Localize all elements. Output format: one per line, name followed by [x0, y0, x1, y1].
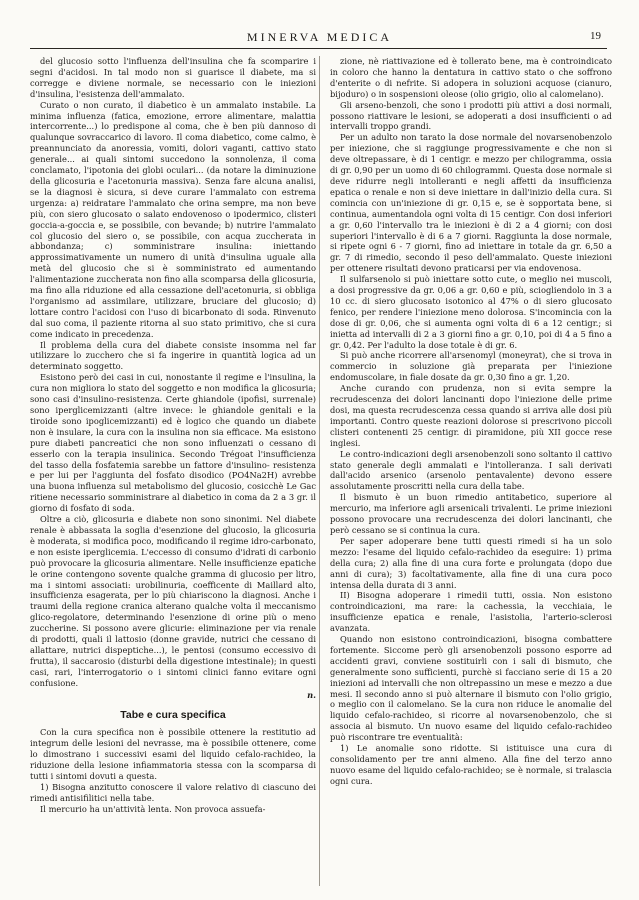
paragraph: Esistono però dei casi in cui, nonostante il regime e l'insulina, la cura non migliora lo stato del soggetto e non modifica la glicosuria; sono casi d'insulino-resistenza. Certe ghiandole (ipofisi, surrenale) sono iperglicemizzanti (altre invece: le ghiandole genitali e la tiroide sono ipoglicemizzanti) ed è logico che quando un diabete non è insulare, la cura con la insulina non sia efficace. Ma esistono pure diabeti pancreatici che non sono influenzati o cessano di esserlo con la terapia insulinica. Secondo Trégoat l'insufficienza del tasso della fosfatemia sarebbe un fattore d'insulino- resistenza e per lui per l'aggiunta del fosfato disodico (PO4Na2H) avrebbe una buona influenza sul metabolismo del glucosio, cosicchè Le Gac ritiene necessario somministrare al diabetico in coma da 2 a 3 gr. il giorno di fosfato di soda.: [30, 372, 316, 514]
paragraph: Il mercurio ha un'attività lenta. Non provoca assuefa-: [40, 803, 266, 814]
paragraph: zione, nè riattivazione ed è tollerato bene, ma è controindicato in coloro che hanno la dentatura in cattivo stato o che soffrono d'enterite o di nefrite. Si adopera in soluzioni acquose (cianuro, bijoduro) o in sospensioni oleose (olio grigio, olio al calomelano).: [330, 56, 612, 99]
paragraph: Per saper adoperare bene tutti questi rimedi si ha un solo mezzo: l'esame del liquido cefalo-rachideo da eseguire: 1) prima della cura; 2) alla fine di una cura forte e prolungata (dopo due anni di cura); 3) facoltativamente, alla fine di una cura poco intensa della durata di 3 anni.: [330, 535, 612, 590]
paragraph: 1) Bisogna anzitutto conoscere il valore relativo di ciascuno dei rimedi antisifilitici nella tabe.: [30, 781, 316, 803]
paragraph: Per un adulto non tarato la dose normale del novarsenobenzolo per iniezione, che si raggiunge progressivamente e che non si deve oltrepassare, è di 1 centigr. e mezzo per chilogramma, ossia di gr. 0,90 per un uomo di 60 chilogrammi. Questa dose normale si deve ridurre negli intolleranti e negli affetti da insufficienza epatica o renale e non si deve iniettare in dall'inizio della cura. Si comincia con un'iniezione di gr. 0,15 e, se è sopportata bene, si continua, aumentandola ogni volta di 15 centigr. Con dosi inferiori a gr. 0,60 l'intervallo tra le iniezioni è di 2 a 4 giorni; con dosi superiori l'intervallo è di 6 a 7 giorni. Raggiunta la dose normale, si ripete ogni 6 - 7 giorni, fino ad iniettare in totale da gr. 6,50 a gr. 7 di rimedio, secondo il peso dell'ammalato. Queste iniezioni per ottenere risultati devono praticarsi per via endovenosa.: [330, 132, 612, 274]
paragraph: Si può anche ricorrere all'arsenomyl (moneyrat), che si trova in commercio in soluzione già preparata per l'iniezione endomuscolare, in fiale dosate da gr. 0,30 fino a gr. 1,20.: [330, 350, 612, 383]
author-signature: n.: [307, 689, 316, 700]
paragraph: Quando non esistono controindicazioni, bisogna combattere fortemente. Siccome però gli arsenobenzoli possono esporre ad accidenti gravi, conviene sostituirli con i sali di bismuto, che generalmente sono sufficienti, purchè si facciano serie di 15 a 20 iniezioni ad intervalli che non oltrepassino un mese e mezzo a due mesi. Il secondo anno si può alternare il bismuto con l'olio grigio, o meglio con il calomelano. Se la cura non riduce le anomalie del liquido cefalo-rachideo, si ricorre al novarsenobenzolo, che si associa al bismuto. Un nuovo esame del liquido cefalo-rachideo può riscontrare tre eventualità:: [330, 634, 612, 743]
right-column: [330, 56, 612, 787]
paragraph: Curato o non curato, il diabetico è un ammalato instabile. La minima influenza (fatica, emozione, errore alimentare, malattia intercorrente...) lo predispone al coma, che è ben più dannoso di qualunque sovraccarico di lavoro. Il coma diabetico, come calmo, è preannunciato da anoressia, vomiti, dolori vaganti, cattivo stato generale... ai quali sintomi succedono la sonnolenza, il coma conclamato, l'ipotonia dei globi oculari... (da notare la diminuzione della glicosuria e l'acetonuria massiva). Senza fare alcuna analisi, se la diagnosi è sicura, si deve curare l'ammalato con estrema urgenza: a) reidratare l'ammalato che orina sempre, ma non beve più, con siero glucosato o salato endovenoso o ipodermico, clisteri goccia-a-goccia e, se possibile, con bevande; b) nutrire l'ammalato col glucosio del siero o, se possibile, con acqua zuccherata in abbondanza; c) somministrare insulina: iniettando approssimativamente un numero di unità d'insulina uguale alla metà del glucosio che si è somministrato ed aumentando l'alimentazione zuccherata non fino alla scomparsa della glicosuria, ma fino alla riduzione ed alla cessazione dell'acetonuria, si obbliga l'organismo ad assimilare, utilizzare, bruciare del glucosio; d) lottare contro l'acidosi con l'uso di bicarbonato di soda. Rinvenuto dal suo coma, il paziente ritorna al suo stato primitivo, che si cura come indicato in precedenza.: [30, 99, 316, 339]
paragraph: Le contro-indicazioni degli arsenobenzoli sono soltanto il cattivo stato generale degli ammalati e l'intolleranza. I sali derivati dall'acido arsenico (arsenolo pentavalente) devono essere assolutamente proscritti nella cura della tabe.: [330, 448, 612, 492]
paragraph: 1) Le anomalie sono ridotte. Si istituisce una cura di consolidamento per tre anni almeno. Alla fine del terzo anno nuovo esame del liquido cefalo-rachideo; se è normale, si tralascia ogni cura.: [330, 743, 612, 786]
paragraph: Con la cura specifica non è possibile ottenere la restitutio ad integrum delle lesioni del nevrasse, ma è possibile ottenere, come lo dimostrano i successivi esami del liquido cefalo-rachideo, la riduzione della lesione infiammatoria stessa con la scomparsa di tutti i sintomi dovuti a questa.: [30, 727, 316, 781]
paragraph: Oltre a ciò, glicosuria e diabete non sono sinonimi. Nel diabete renale è abbassata la soglia d'esenzione del glucosio, la glicosuria è moderata, si modifica poco, modificando il regime idro-carbonato, e non esiste iperglicemia. L'eccesso di consumo d'idrati di carbonio può provocare la glicosuria alimentare. Nelle insufficienze epatiche le orine contengono sovente qualche gramma di glucosio per litro, ma i sintomi associati: urobilinuria, coefficente di Maillard alto, insufficienza esagerata, per lo più chiariscono la diagnosi. Anche i traumi della regione cranica alterano qualche volta il meccanismo glico-regolatore, determinando l'esenzione di orine più o meno zuccherine. Si possono avere glicurie: eliminazione per via renale di prodotti, quali il lattosio (donne gravide, nutrici che cessano di allattare, nutrici dispeptiche...), le pentosi (consumo eccessivo di frutta), il saccarosio (disturbi della digestione intestinale); in questi casi, rari, l'interrogatorio o i sintomi clinici fanno evitare ogni confusione.: [30, 514, 316, 688]
section-heading: Tabe e cura specifica: [120, 709, 226, 722]
page-number: 19: [590, 30, 601, 42]
paragraph: Il problema della cura del diabete consiste insomma nel far utilizzare lo zucchero che si fa ingerire in quantità logica ad un determinato soggetto.: [30, 339, 316, 372]
column-divider: [319, 56, 320, 886]
left-column: [30, 56, 316, 815]
paragraph: del glucosio sotto l'influenza dell'insulina che fa scomparire i segni d'acidosi. In tal modo non si guarisce il diabete, ma si corregge e diviene normale, se necessario con le iniezioni d'insulina, l'esistenza dell'ammalato.: [30, 56, 316, 99]
paragraph: II) Bisogna adoperare i rimedii tutti, ossia. Non esistono controindicazioni, ma rare: la cachessia, la vecchiaia, le insufficienze epatica e renale, l'asistolia, l'arterio-sclerosi avanzata.: [330, 590, 612, 634]
paragraph: Il bismuto è un buon rimedio antitabetico, superiore al mercurio, ma inferiore agli arsenicali trivalenti. Le prime iniezioni possono provocare una recrudescenza dei dolori lancinanti, che però cessano se si continua la cura.: [330, 492, 612, 535]
header-rule: [30, 48, 607, 49]
running-title: MINERVA MEDICA: [246, 30, 393, 44]
page-header: [0, 30, 639, 46]
paragraph: Anche curando con prudenza, non si evita sempre la recrudescenza dei dolori lancinanti dopo l'iniezione delle prime dosi, ma questa recrudescenza cessa quando si arriva alle dosi più importanti. Contro queste reazioni dolorose si prescrivono piccoli clisteri contenenti 25 centigr. di piramidone, più XII gocce rese inglesi.: [330, 383, 612, 448]
paragraph: Il sulfarsenolo si può iniettare sotto cute, o meglio nei muscoli, a dosi progressive da gr. 0,06 a gr. 0,60 e più, sciogliendolo in 3 a 10 cc. di siero glucosato isotonico al 47% o di siero glucosato fenico, per rendere l'iniezione meno dolorosa. S'incomincia con la dose di gr. 0,06, che si aumenta ogni volta di 6 a 12 centigr.; si inietta ad intervalli di 2 a 3 giorni fino a gr. 0,10, poi di 4 a 5 fino a gr. 0,42. Per l'adulto la dose totale è di gr. 6.: [330, 274, 612, 350]
paragraph: Gli arseno-benzoli, che sono i prodotti più attivi a dosi normali, possono riattivare le lesioni, se adoperati a dosi insufficienti o ad intervalli troppo grandi.: [330, 99, 612, 132]
